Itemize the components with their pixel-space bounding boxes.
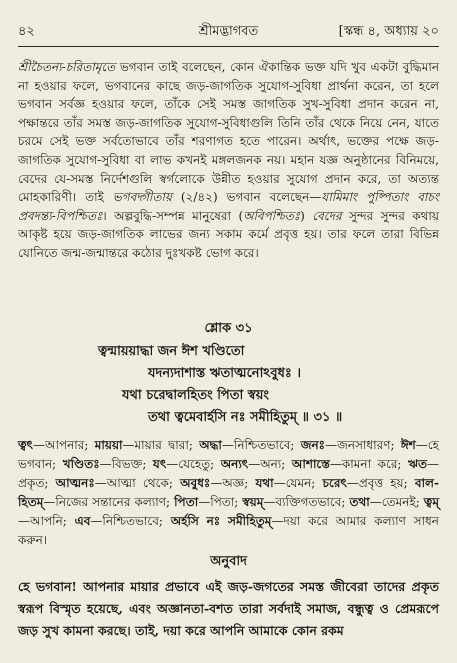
synonym-word: সমীহিতুম্ — [228, 514, 272, 528]
synonym-word: ত্বৎ — [18, 438, 33, 452]
synonym-word: জনঃ — [300, 438, 326, 452]
gita-quote: যামিমাং পুষ্পিতাং বাচং প্রবদন্ত্য-বিপশ্চিতঃ — [18, 190, 440, 223]
synonym-meaning: —অজ্ঞ; — [210, 476, 249, 490]
word-for-word-synonyms — [18, 436, 439, 550]
synonym-meaning: —দয়া করে আমার কল্যাণ সাধন করুন। — [18, 514, 439, 547]
synonym-meaning: —প্রকৃত; — [18, 457, 439, 490]
synonym-word: আত্মনঃ — [55, 476, 95, 490]
purport-text: ভগবান তাই বলেছেন, কোন ঐকান্তিক ভক্ত যদি খুব একটা বুদ্ধিমান না হওয়ার ফলে, ভগবানের কাছে জড়-জাগতিক সুযোগ-সুবিধা প্রার্থনা করেন, তা হলে ভগবান সর্বজ্ঞ হওয়ার ফলে, তাঁকে সেই সমস্ত জাগতিক সুখ-সুবিধা প্রদান করেন না, পক্ষান্তরে তাঁর সমস্ত জড়-জাগতিক সুযোগ-সুবিধাগুলি তিনি তাঁর থেকে নিয়ে নেন, যাতে চরমে সেই ভক্ত সর্বতোভাবে তাঁর শরণাগত হতে পারেন। অর্থাৎ, ভক্তের পক্ষে জড়-জাগতিক সুযোগ-সুবিধা বা লাভ কখনই মঙ্গলজনক নয়। মহান যজ্ঞ অনুষ্ঠানের বিনিময়ে, বেদের যে-সমস্ত নির্দেশগুলি স্বর্গলোকে উন্নীত হওয়ার সুযোগ প্রদান করে, তা অত্যন্ত মোহকারিণী। তাই — [18, 60, 439, 205]
synonym-meaning: —তেমনই; — [369, 495, 420, 509]
synonym-meaning: —মায়ার দ্বারা; — [122, 438, 193, 452]
synonym-word: যথা — [255, 476, 274, 490]
synonym-meaning: —প্রবৃত্ত হয়; — [346, 476, 408, 490]
synonym-meaning: —যেহেতু; — [166, 457, 215, 471]
page-header — [18, 22, 439, 40]
translation-text: হে ভগবান! আপনার মায়ার প্রভাবে এই জড়-জগতের সমস্ত জীবেরা তাদের প্রকৃত স্বরূপ বিস্মৃত হয়েছে, এবং অজ্ঞানতা-বশত তারা সর্বদাই সমাজ, বন্ধুত্ব ও প্রেমরূপে জড় সুখ কামনা করছে। তাই, দয়া করে আপনি আমাকে কোন রকম — [18, 579, 439, 638]
synonym-word: ত্বম্ — [423, 495, 439, 509]
synonym-word: অদ্ধা — [199, 438, 222, 452]
synonym-meaning: —আপনার; — [32, 438, 89, 452]
verse-line: তথা ত্বমেবার্হসি নঃ সমীহিতুম্ ॥ ৩১ ॥ — [148, 410, 343, 425]
purport-text: (২/৪২) ভগবান বলেছেন— — [171, 190, 322, 205]
scripture-title: শ্রীচৈতন্য-চরিতামৃতে — [18, 60, 116, 74]
synonym-word: নঃ — [206, 514, 221, 528]
synonym-meaning: —কামনা করে; — [329, 457, 402, 471]
synonym-word: আশাস্তে — [291, 457, 330, 471]
synonym-meaning: —নিশ্চিতভাবে; — [221, 438, 295, 452]
synonym-word: ঋত — [408, 457, 427, 471]
page-number: ৪২ — [18, 24, 35, 39]
synonym-word: এব — [74, 514, 91, 528]
synonym-meaning: —ব্যক্তিগতভাবে; — [263, 495, 346, 509]
synonym-meaning: —নিজের সন্তানের কল্যাণ; — [43, 495, 171, 509]
purport-paragraph — [18, 58, 439, 263]
scripture-title: ভগবদ্গীতায় — [112, 190, 172, 205]
translation-heading: অনুবাদ — [210, 554, 247, 569]
synonym-meaning: —হে ভগবান; — [18, 438, 439, 471]
synonym-meaning: —বিভক্ত; — [99, 457, 147, 471]
synonym-word: অবুধঃ — [180, 476, 211, 490]
synonym-meaning: —নিশ্চিতভাবে; — [90, 514, 163, 528]
synonym-word: যৎ — [152, 457, 167, 471]
synonym-meaning: —আত্মা থেকে; — [94, 476, 173, 490]
synonym-word: অর্হসি — [170, 514, 199, 528]
synonym-word: তথা — [349, 495, 370, 509]
synonym-meaning: —পিতা; — [198, 495, 239, 509]
chapter-reference: [স্কন্ধ ৪, অধ্যায় ২০ — [338, 24, 439, 39]
synonym-word: ঈশ — [400, 438, 416, 452]
purport-text: ) — [300, 208, 313, 223]
verse-line: যথা চরেদ্বালহিতং পিতা স্বয়ং — [122, 388, 269, 403]
synonym-word: অন্যৎ — [220, 457, 249, 471]
verse-line: ত্বন্মায়য়াদ্ধা জন ঈশ খণ্ডিতো — [98, 344, 245, 359]
verse-block — [18, 341, 439, 429]
synonym-meaning: —অন্য; — [248, 457, 286, 471]
sanskrit-term: অবিপশ্চিতঃ — [243, 208, 301, 223]
header-divider — [18, 46, 439, 47]
purport-text: সুন্দর সুন্দর কথায় আকৃষ্ট হয়ে জড়-জাগতিক লাভের জন্য সকাম কর্মে প্রবৃত্ত হয়। তার ফলে তারা বিভিন্ন যোনিতে জন্ম-জন্মান্তরে কঠোর দুঃখকষ্ট ভোগ করে। — [18, 208, 439, 260]
synonym-word: স্বয়ম্ — [242, 495, 264, 509]
synonym-meaning: —জনসাধারণ; — [325, 438, 395, 452]
synonym-meaning: —আপনি; — [18, 514, 67, 528]
verse-heading: শ্লোক ৩১ — [204, 321, 253, 336]
sanskrit-term: বেদের — [312, 208, 342, 223]
verse-line: যদন্যদাশাস্ত ঋতাত্মনোঽবুধঃ । — [148, 366, 302, 381]
running-title: শ্রীমদ্ভাগবত — [198, 24, 259, 39]
synonym-word: খণ্ডিতঃ — [62, 457, 100, 471]
synonym-meaning: —যেমন; — [273, 476, 316, 490]
synonym-word: পিতা — [174, 495, 199, 509]
synonym-word: চরেৎ — [322, 476, 347, 490]
synonym-word: বাল-হিতম্ — [18, 476, 439, 509]
purport-text: । অল্পবুদ্ধি-সম্পন্ন মানুষেরা ( — [102, 208, 244, 223]
synonym-word: মায়য়া — [94, 438, 123, 452]
